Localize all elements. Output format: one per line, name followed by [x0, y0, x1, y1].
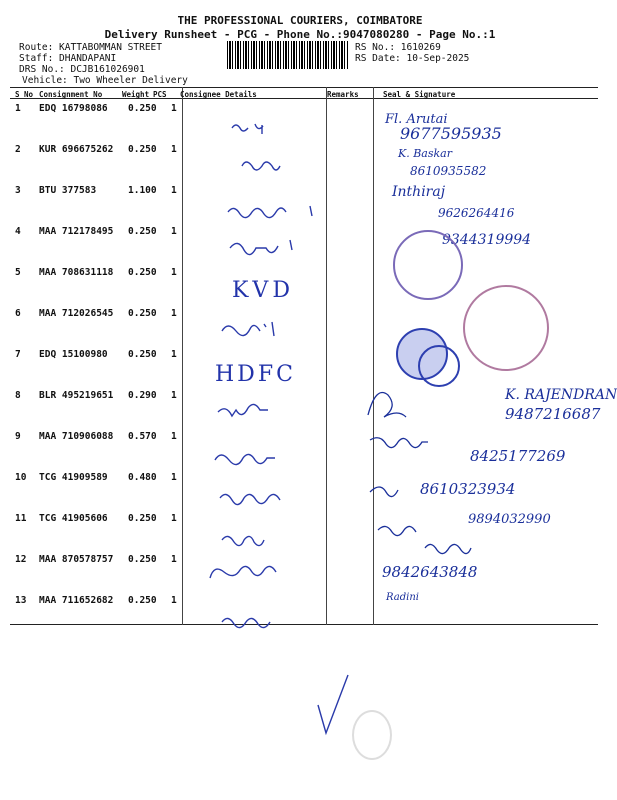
col-weight: Weight: [122, 90, 150, 99]
cell-weight: 1.100: [128, 185, 157, 196]
cell-sno: 2: [15, 144, 21, 155]
sig-2-phone: 8610935582: [410, 164, 487, 178]
consignee-hdfc: HDFC: [215, 362, 296, 387]
col-consignee: Consignee Details: [180, 90, 257, 99]
company-stamp: [463, 285, 549, 371]
sig-11-phone: 8610323934: [420, 480, 516, 498]
cell-weight: 0.250: [128, 554, 157, 565]
company-title: THE PROFESSIONAL COURIERS, COIMBATORE: [177, 14, 423, 27]
drs-label: DRS No.: DCJB161026901: [19, 64, 145, 75]
cell-pcs: 1: [171, 472, 177, 483]
cell-weight: 0.250: [128, 349, 157, 360]
sig-10-phone: 8425177269: [470, 447, 566, 465]
cell-sno: 8: [15, 390, 21, 401]
rs-date: RS Date: 10-Sep-2025: [355, 53, 470, 64]
cell-consignment: EDQ 15100980: [39, 349, 108, 360]
sig-scribble-7: [368, 393, 406, 418]
cell-pcs: 1: [171, 267, 177, 278]
sig-12-phone: 9894032990: [468, 512, 551, 527]
cell-sno: 9: [15, 431, 21, 442]
route-label: Route: KATTABOMMAN STREET: [19, 42, 162, 53]
cell-sno: 6: [15, 308, 21, 319]
cell-sno: 3: [15, 185, 21, 196]
company-stamp: [393, 230, 463, 300]
cell-pcs: 1: [171, 349, 177, 360]
cell-sno: 4: [15, 226, 21, 237]
sig-scribble-11: [378, 526, 416, 535]
sig-4-phone: 9344319994: [442, 232, 532, 248]
cell-sno: 13: [15, 595, 27, 606]
col-sno: S No: [15, 90, 34, 99]
sig-2-name: K. Baskar: [398, 147, 452, 160]
cell-sno: 7: [15, 349, 21, 360]
cell-pcs: 1: [171, 513, 177, 524]
cell-pcs: 1: [171, 595, 177, 606]
cell-weight: 0.480: [128, 472, 157, 483]
cell-consignment: BTU 377583: [39, 185, 97, 196]
sig-13-phone: 9842643848: [382, 563, 478, 581]
cell-pcs: 1: [171, 144, 177, 155]
sig-scribble-12: [425, 544, 471, 553]
vehicle-label: Vehicle: Two Wheeler Delivery: [22, 75, 188, 86]
sig-1-phone: 9677595935: [400, 124, 502, 143]
cell-sno: 11: [15, 513, 27, 524]
cell-consignment: MAA 710906088: [39, 431, 114, 442]
cell-sno: 5: [15, 267, 21, 278]
sig-scribble-9: [370, 438, 428, 448]
cell-pcs: 1: [171, 554, 177, 565]
col-consignment: Consignment No: [39, 90, 103, 99]
cell-sno: 12: [15, 554, 27, 565]
cell-pcs: 1: [171, 226, 177, 237]
cell-pcs: 1: [171, 431, 177, 442]
cell-pcs: 1: [171, 103, 177, 114]
cell-weight: 0.290: [128, 390, 157, 401]
cell-consignment: TCG 41905606: [39, 513, 108, 524]
cell-consignment: TCG 41909589: [39, 472, 108, 483]
cell-consignment: MAA 711652682: [39, 595, 114, 606]
sig-1-name: Fl. Arutai: [385, 112, 448, 127]
sig-3-name: Inthiraj: [392, 184, 446, 200]
cell-weight: 0.570: [128, 431, 157, 442]
col-remarks: Remarks: [327, 90, 359, 99]
cell-sno: 10: [15, 472, 27, 483]
cell-consignment: MAA 870578757: [39, 554, 114, 565]
cell-consignment: MAA 712026545: [39, 308, 114, 319]
cell-weight: 0.250: [128, 267, 157, 278]
rs-number: RS No.: 1610269: [355, 42, 441, 53]
cell-weight: 0.250: [128, 308, 157, 319]
col-pcs: PCS: [153, 90, 167, 99]
cell-pcs: 1: [171, 185, 177, 196]
faint-stamp: [352, 710, 392, 760]
col-seal: Seal & Signature: [383, 90, 456, 99]
cell-pcs: 1: [171, 308, 177, 319]
cell-consignment: MAA 708631118: [39, 267, 114, 278]
cell-weight: 0.250: [128, 226, 157, 237]
consignee-kvd: KVD: [232, 278, 294, 303]
cell-consignment: EDQ 16798086: [39, 103, 108, 114]
cell-consignment: MAA 712178495: [39, 226, 114, 237]
sig-13-name: Radini: [386, 592, 419, 603]
cell-weight: 0.250: [128, 144, 157, 155]
cell-sno: 1: [15, 103, 21, 114]
runsheet-subtitle: Delivery Runsheet - PCG - Phone No.:9047080280 - Page No.:1: [104, 28, 496, 41]
sig-8-name: K. RAJENDRAN: [505, 387, 617, 403]
company-stamp: [418, 345, 460, 387]
cell-weight: 0.250: [128, 513, 157, 524]
sig-scribble-10: [370, 487, 398, 497]
cell-consignment: BLR 495219651: [39, 390, 114, 401]
sig-3-phone: 9626264416: [438, 206, 515, 220]
cell-weight: 0.250: [128, 595, 157, 606]
cell-consignment: KUR 696675262: [39, 144, 114, 155]
sig-8-phone: 9487216687: [505, 405, 601, 423]
cell-weight: 0.250: [128, 103, 157, 114]
staff-label: Staff: DHANDAPANI: [19, 53, 117, 64]
cell-pcs: 1: [171, 390, 177, 401]
